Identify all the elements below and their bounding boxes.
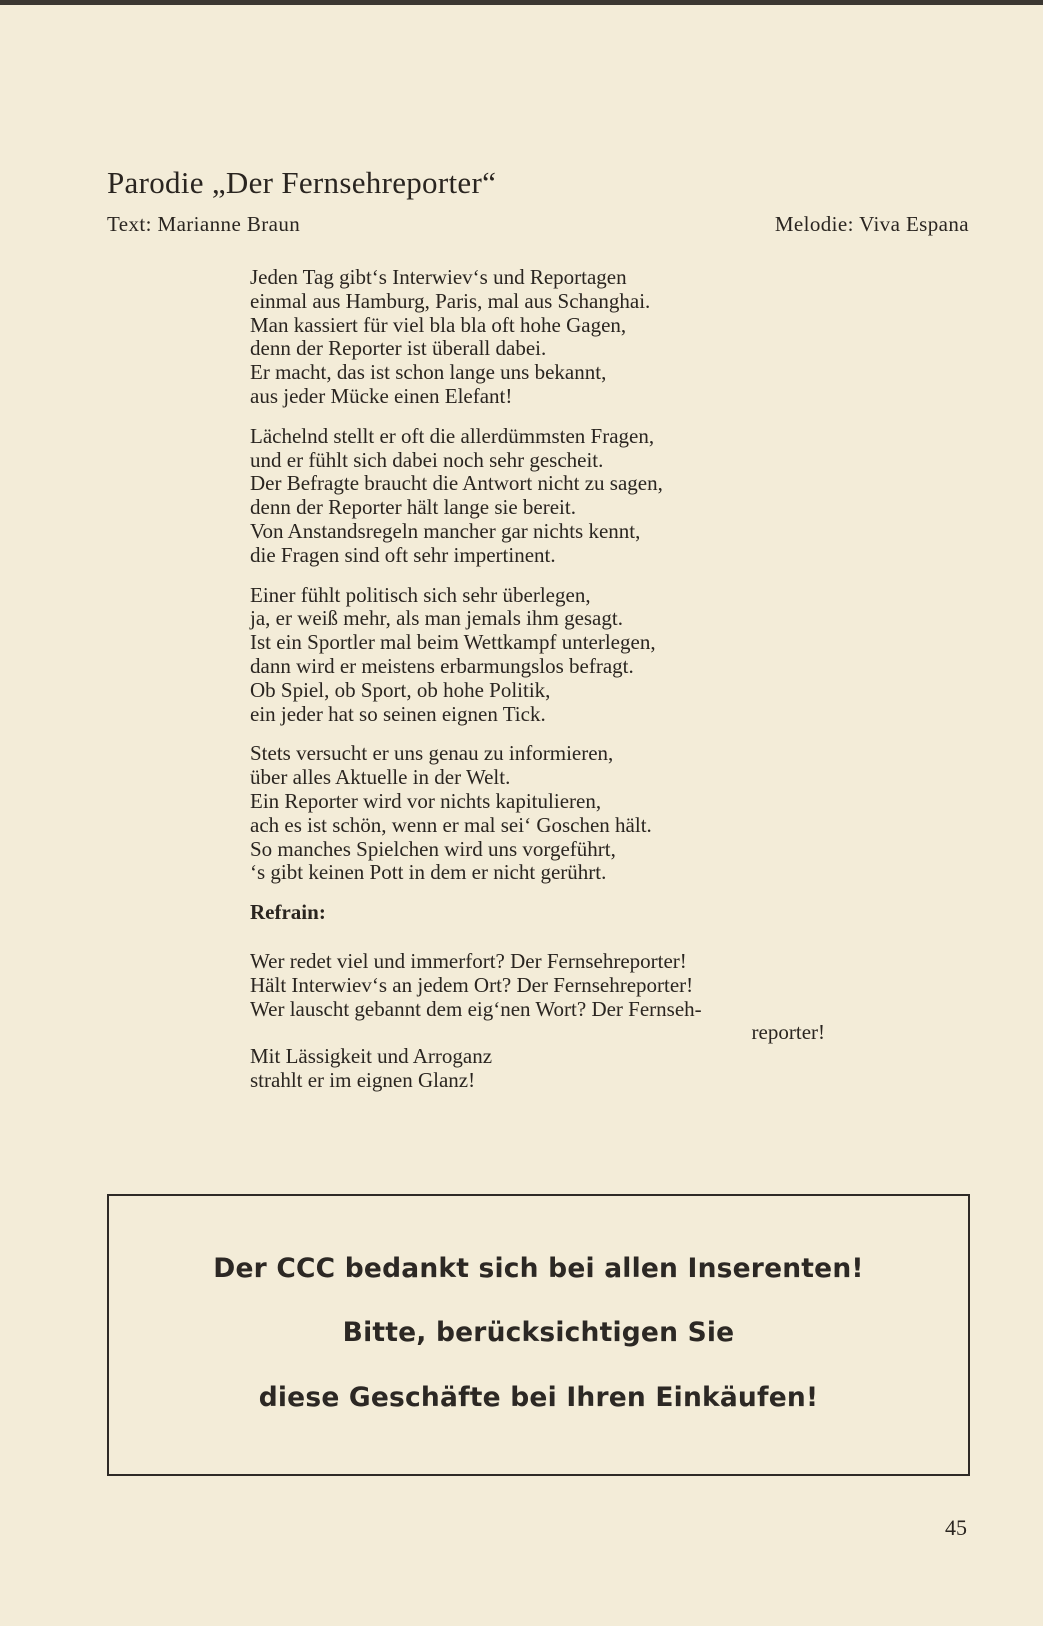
lyric-line: Er macht, das ist schon lange uns bekannt, [250, 360, 607, 385]
stanza-1 [250, 266, 825, 409]
page-title: Parodie „Der Fernsehreporter“ [107, 165, 497, 200]
melody-credit: Melodie: Viva Espana [774, 212, 969, 236]
lyric-line: Jeden Tag gibt‘s Interwiev‘s und Reportagen [250, 265, 627, 289]
refrain-line: Wer redet viel und immerfort? Der Fernsehreporter! [250, 948, 687, 973]
lyric-line: Einer fühlt politisch sich sehr überlegen, [250, 582, 591, 607]
refrain-line: Wer lauscht gebannt dem eig‘nen Wort? Der Fernseh- [250, 996, 702, 1021]
lyrics [250, 266, 825, 1093]
lyric-line: Lächelnd stellt er oft die allerdümmsten Fragen, [250, 423, 655, 448]
notice-line-3: diese Geschäfte bei Ihren Einkäufen! [258, 1382, 819, 1413]
lyric-line: Von Anstandsregeln mancher gar nichts kennt, [250, 518, 641, 543]
lyric-line: denn der Reporter hält lange sie bereit. [250, 495, 576, 520]
lyric-line: dann wird er meistens erbarmungslos befragt. [250, 653, 634, 678]
lyric-line: Der Befragte braucht die Antwort nicht zu sagen, [250, 471, 663, 496]
lyric-line: die Fragen sind oft sehr impertinent. [250, 542, 556, 567]
lyric-line: ja, er weiß mehr, als man jemals ihm gesagt. [250, 606, 623, 631]
stanza-3 [250, 584, 825, 727]
stanza-2 [250, 425, 825, 568]
lyric-line: Ist ein Sportler mal beim Wettkampf unterlegen, [250, 630, 656, 655]
stanza-4 [250, 742, 825, 885]
lyric-line: einmal aus Hamburg, Paris, mal aus Schanghai. [250, 288, 651, 313]
refrain-line: strahlt er im eignen Glanz! [250, 1067, 476, 1092]
lyric-line: Man kassiert für viel bla bla oft hohe Gagen, [250, 312, 627, 337]
notice-line-1: Der CCC bedankt sich bei allen Inserenten! [213, 1253, 864, 1284]
lyric-line: ach es ist schön, wenn er mal sei‘ Goschen hält. [250, 812, 652, 837]
lyric-line: und er fühlt sich dabei noch sehr gescheit. [250, 447, 604, 472]
lyric-line: über alles Aktuelle in der Welt. [250, 765, 511, 790]
lyric-line: Stets versucht er uns genau zu informieren, [250, 741, 614, 766]
lyric-line: ‘s gibt keinen Pott in dem er nicht gerührt. [250, 860, 607, 885]
refrain [250, 950, 825, 1093]
refrain-line: Hält Interwiev‘s an jedem Ort? Der Fernsehreporter! [250, 972, 694, 997]
page-top-edge [0, 0, 1043, 5]
thank-you-notice-box [107, 1194, 970, 1476]
refrain-line: Mit Lässigkeit und Arroganz [250, 1044, 493, 1069]
lyric-line: Ob Spiel, ob Sport, ob hohe Politik, [250, 677, 551, 702]
lyric-line: Ein Reporter wird vor nichts kapitulieren, [250, 788, 602, 813]
text-credit: Text: Marianne Braun [107, 212, 301, 236]
lyric-line: So manches Spielchen wird uns vorgeführt, [250, 836, 616, 861]
lyric-line: aus jeder Mücke einen Elefant! [250, 383, 513, 408]
page-number: 45 [945, 1515, 967, 1540]
refrain-label: Refrain: [250, 900, 326, 925]
notice-line-2: Bitte, berücksichtigen Sie [342, 1317, 735, 1348]
lyric-line: denn der Reporter ist überall dabei. [250, 336, 547, 361]
lyric-line: ein jeder hat so seinen eignen Tick. [250, 701, 546, 726]
refrain-line-continuation: reporter! [751, 1020, 825, 1045]
